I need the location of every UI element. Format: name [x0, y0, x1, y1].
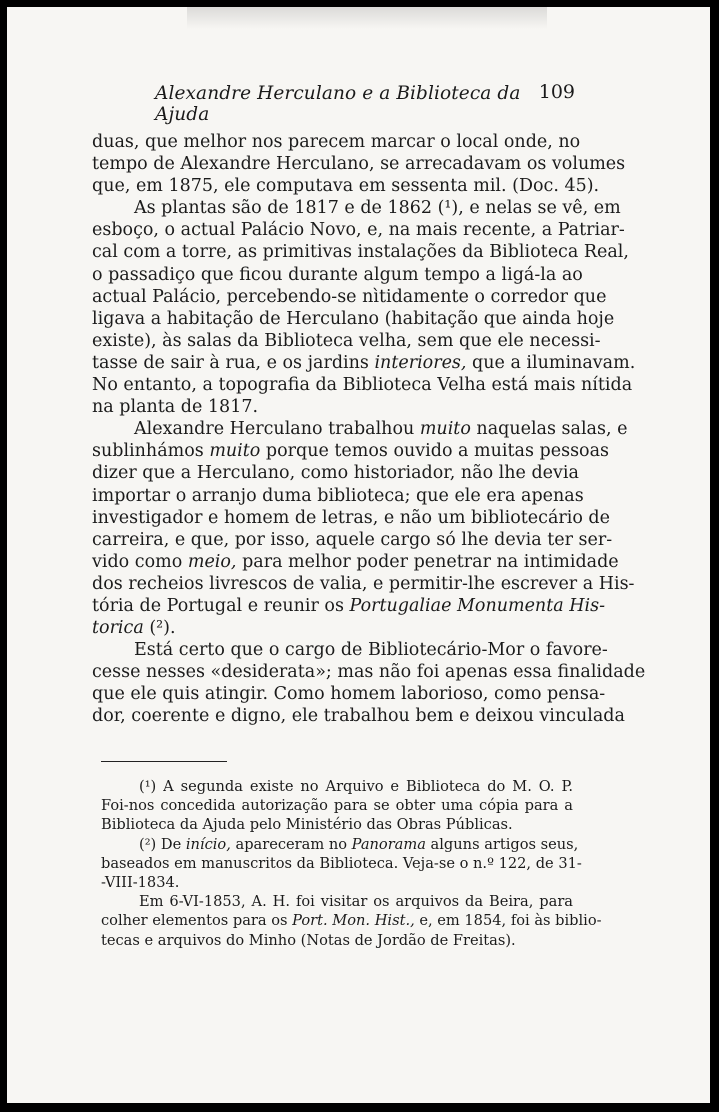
italic-term: Portugaliae Monumenta His- — [349, 595, 605, 616]
body-line: torica (²). — [92, 618, 176, 639]
italic-term: meio, — [187, 551, 237, 572]
paragraph-start-line: As plantas são de 1817 e de 1862 (¹), e nelas se vê, em — [134, 198, 621, 219]
footnotes — [101, 777, 602, 950]
body-line: dizer que a Herculano, como historiador, não lhe devia — [92, 463, 579, 484]
body-line: cal com a torre, as primitivas instalações da Biblioteca Real, — [92, 242, 629, 263]
paragraph-start-line: Alexandre Herculano trabalhou muito naquelas salas, e — [134, 419, 628, 440]
body-line: tasse de sair à rua, e os jardins interiores, que a iluminavam. — [92, 352, 636, 373]
body-line: tória de Portugal e reunir os Portugaliae Monumenta His- — [92, 595, 605, 616]
body-line: que ele quis atingir. Como homem laborioso, como pensa- — [92, 684, 606, 705]
page-number: 109 — [538, 81, 575, 103]
body-line: o passadiço que ficou durante algum tempo a ligá-la ao — [92, 264, 583, 285]
body-line: investigador e homem de letras, e não um bibliotecário de — [92, 507, 610, 528]
paragraph-start-line: Está certo que o cargo de Bibliotecário-Mor o favore- — [134, 640, 608, 661]
footnote-line: Biblioteca da Ajuda pelo Ministério das Obras Públicas. — [101, 816, 513, 834]
footnote-line: Em 6-VI-1853, A. H. foi visitar os arquivos da Beira, para — [139, 893, 573, 911]
footnote-line: baseados em manuscritos da Biblioteca. Veja-se o n.º 122, de 31- — [101, 854, 582, 872]
body-line: que, em 1875, ele computava em sessenta mil. (Doc. 45). — [92, 176, 600, 197]
footnote-line: (²) De início, apareceram no Panorama alguns artigos seus, — [139, 835, 579, 853]
footnote-line: colher elementos para os Port. Mon. Hist., e, em 1854, foi às biblio- — [101, 912, 602, 930]
body-line: actual Palácio, percebendo-se nìtidamente o corredor que — [92, 286, 607, 307]
italic-term: interiores, — [374, 352, 467, 373]
body-line: ligava a habitação de Herculano (habitação que ainda hoje — [92, 308, 615, 329]
body-line: duas, que melhor nos parecem marcar o local onde, no — [92, 132, 581, 152]
body-line: dos recheios livrescos de valia, e permitir-lhe escrever a His- — [92, 573, 635, 594]
body-line: cesse nesses «desiderata»; mas não foi apenas essa finalidade — [92, 662, 646, 683]
body-line: vido como meio, para melhor poder penetrar na intimidade — [92, 551, 619, 572]
footnote-line: Foi-nos concedida autorização para se obter uma cópia para a — [101, 797, 573, 815]
body-line: tempo de Alexandre Herculano, se arrecadavam os volumes — [92, 154, 626, 175]
footnote-line: (¹) A segunda existe no Arquivo e Biblioteca do M. O. P. — [139, 778, 573, 795]
running-header — [93, 77, 575, 125]
italic-term: Port. Mon. Hist., — [292, 912, 415, 930]
italic-term: torica — [92, 618, 144, 639]
body-line: existe), às salas da Biblioteca velha, sem que ele necessi- — [92, 330, 601, 351]
body-line: na planta de 1817. — [92, 397, 259, 418]
italic-term: muito — [419, 419, 471, 440]
book-page — [7, 7, 710, 1103]
body-text — [92, 131, 646, 728]
footnote-separator — [101, 761, 227, 762]
italic-term: muito — [209, 441, 261, 462]
footnote-line: tecas e arquivos do Minho (Notas de Jordão de Freitas). — [101, 931, 516, 949]
body-line: No entanto, a topografia da Biblioteca Velha está mais nítida — [92, 375, 633, 396]
body-line: sublinhámos muito porque temos ouvido a muitas pessoas — [92, 441, 609, 462]
italic-term: Panorama — [351, 835, 426, 853]
italic-term: início, — [185, 835, 231, 853]
body-line: carreira, e que, por isso, aquele cargo só lhe devia ter ser- — [92, 529, 613, 550]
footnote-line: -VIII-1834. — [101, 873, 180, 891]
body-line: importar o arranjo duma biblioteca; que ele era apenas — [92, 485, 584, 506]
body-line: esboço, o actual Palácio Novo, e, na mais recente, a Patriar- — [92, 220, 625, 241]
body-line: dor, coerente e digno, ele trabalhou bem e deixou vinculada — [92, 706, 625, 727]
running-title: Alexandre Herculano e a Biblioteca da Ajuda — [155, 83, 521, 125]
scan-shadow — [187, 7, 547, 29]
